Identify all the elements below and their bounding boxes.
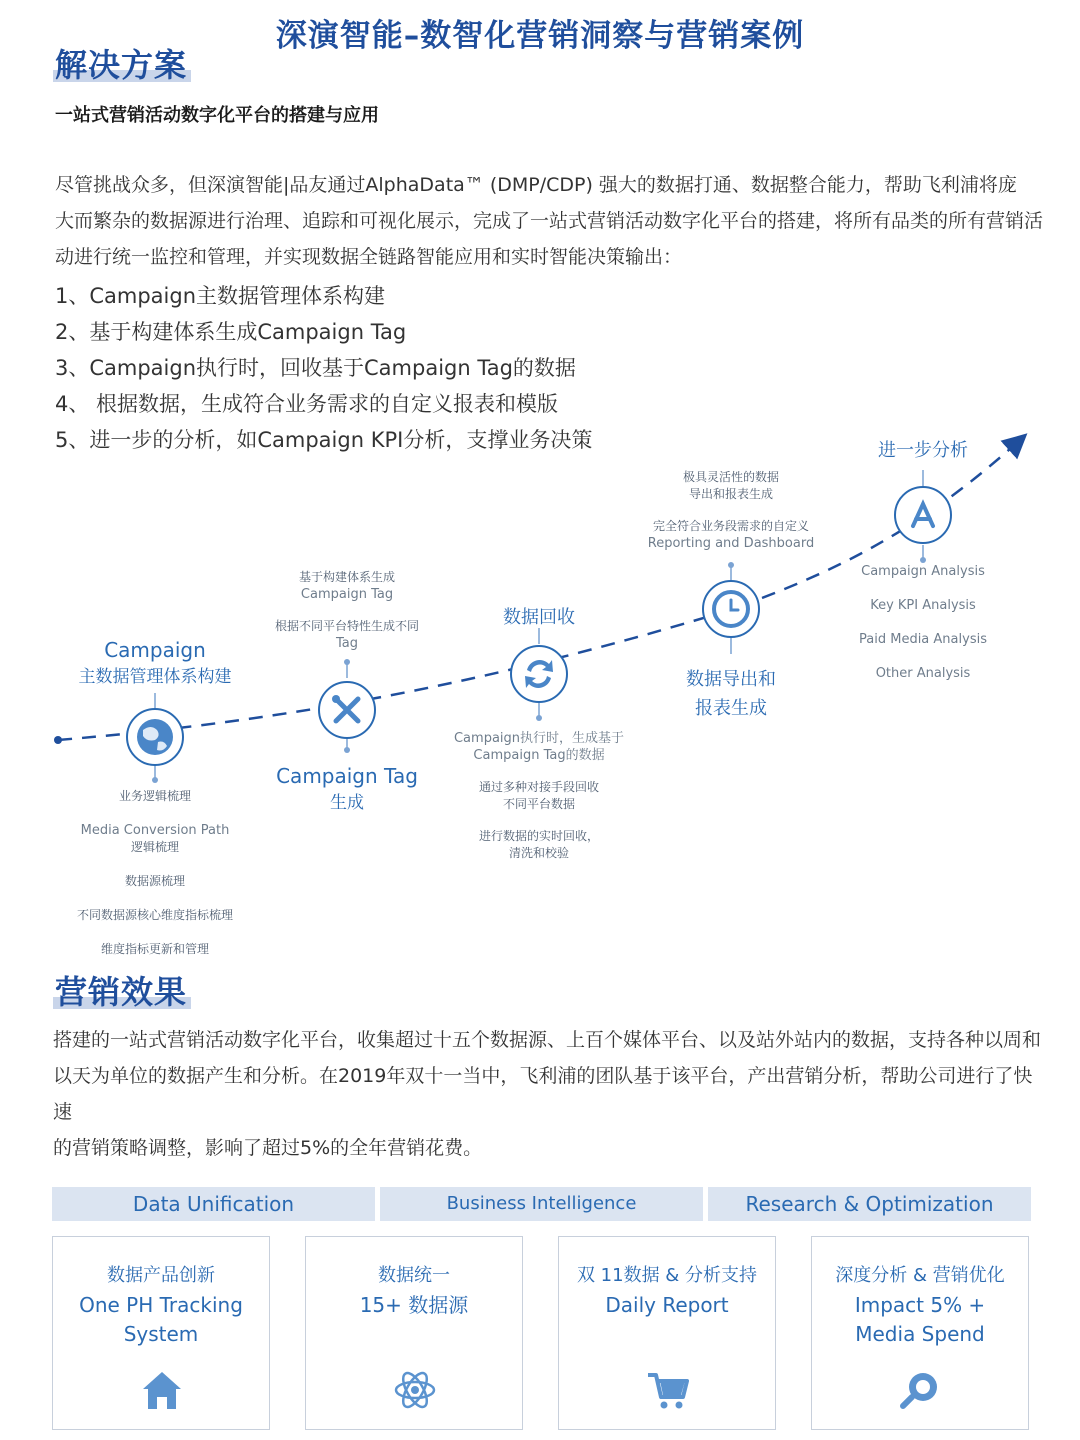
node1-title (55, 637, 255, 691)
paragraph-line: 搭建的一站式营销活动数字化平台，收集超过十五个数据源、上百个媒体平台、以及站外站内的数据，支持各种以周和 (53, 1029, 1042, 1051)
node2-title-line: Campaign Tag (276, 764, 418, 788)
cart-icon (645, 1367, 691, 1413)
step-item: 5、进一步的分析，如Campaign KPI分析，支撑业务决策 (55, 428, 593, 452)
tab-business-intelligence: Business Intelligence (380, 1187, 703, 1221)
node5-notes (843, 563, 1003, 682)
step-item: 3、Campaign执行时，回收基于Campaign Tag的数据 (55, 356, 576, 380)
paragraph-line: 动进行统一监控和管理，并实现数据全链路智能应用和实时智能决策输出： (55, 246, 683, 268)
step-item: 4、 根据数据，生成符合业务需求的自定义报表和模版 (55, 392, 559, 416)
card-value-line: 15+ 数据源 (359, 1293, 469, 1317)
solution-heading: 解决方案 (55, 40, 187, 86)
card-heading: 数据产品创新 (107, 1265, 215, 1286)
page-title: 深演智能–数智化营销洞察与营销案例 (275, 18, 805, 54)
card-heading: 深度分析 & 营销优化 (835, 1265, 1005, 1286)
card-double11 (558, 1236, 776, 1430)
node-note: 逻辑梳理 (130, 840, 179, 854)
globe-icon (127, 709, 183, 765)
solution-paragraph (55, 167, 1045, 275)
card-value (812, 1291, 1028, 1349)
node3-title: 数据回收 (503, 607, 575, 628)
tab-data-unification: Data Unification (52, 1187, 375, 1221)
card-data-unify (305, 1236, 523, 1430)
node1-title-line: 主数据管理体系构建 (78, 667, 232, 687)
card-value (559, 1291, 775, 1320)
node-note: 完全符合业务段需求的自定义 (652, 519, 809, 533)
node-note: Campaign Tag的数据 (473, 748, 605, 763)
card-data-product (52, 1236, 270, 1430)
step-item: 2、基于构建体系生成Campaign Tag (55, 320, 407, 344)
node-note: 不同数据源核心维度指标梳理 (76, 908, 233, 922)
paragraph-line: 尽管挑战众多，但深演智能|品友通过AlphaData™ (DMP/CDP) 强大的数据打通、数据整合能力，帮助飞利浦将庞 (55, 174, 1017, 196)
atom-icon (392, 1367, 438, 1413)
node4-title (641, 665, 821, 723)
effect-paragraph (53, 1022, 1043, 1166)
node-note: 进行数据的实时回收， (478, 829, 599, 843)
node1-notes (55, 788, 255, 958)
node4-title-line: 报表生成 (695, 698, 767, 719)
node-note: 数据源梳理 (124, 874, 185, 888)
magnifier-icon (898, 1367, 944, 1413)
node-note: Tag (335, 636, 358, 651)
node-note: 通过多种对接手段回收 (478, 780, 599, 794)
app-store-icon (895, 487, 951, 543)
card-value-line: Media Spend (855, 1322, 985, 1346)
node-note: Media Conversion Path (80, 823, 230, 838)
node-note: Reporting and Dashboard (647, 536, 815, 551)
node4-notes (631, 469, 831, 552)
node-note: Key KPI Analysis (870, 598, 976, 613)
clock-icon (703, 581, 759, 637)
card-heading: 双 11数据 & 分析支持 (576, 1265, 758, 1286)
node3-notes (439, 730, 639, 862)
node-note: 极具灵活性的数据 (682, 470, 779, 484)
node-note: Campaign Tag (300, 587, 394, 602)
card-value-line: Impact 5% + (854, 1293, 986, 1317)
node-note: 业务逻辑梳理 (118, 789, 191, 803)
effect-heading: 营销效果 (55, 967, 187, 1013)
card-value-line: System (123, 1322, 199, 1346)
node-note: 清洗和校验 (508, 846, 569, 860)
node-note: Campaign Analysis (861, 564, 985, 579)
node-note: 维度指标更新和管理 (100, 942, 209, 956)
paragraph-line: 大而繁杂的数据源进行治理、追踪和可视化展示，完成了一站式营销活动数字化平台的搭建，将所有品类的所有营销活 (55, 210, 1044, 232)
node-note: 不同平台数据 (502, 797, 575, 811)
card-deep-analysis (811, 1236, 1029, 1430)
tab-research-optimization: Research & Optimization (708, 1187, 1031, 1221)
card-value (306, 1291, 522, 1320)
refresh-icon (511, 646, 567, 702)
node-note: 导出和报表生成 (688, 487, 773, 501)
card-heading: 数据统一 (378, 1265, 450, 1286)
node5-title: 进一步分析 (878, 440, 968, 461)
node2-title (247, 763, 447, 817)
solution-subtitle: 一站式营销活动数字化平台的搭建与应用 (55, 105, 379, 126)
card-value (53, 1291, 269, 1349)
step-item: 1、Campaign主数据管理体系构建 (55, 284, 386, 308)
node4-title-line: 数据导出和 (686, 669, 776, 690)
paragraph-line: 以天为单位的数据产生和分析。在2019年双十一当中，飞利浦的团队基于该平台，产出营销分析，帮助公司进行了快速 (53, 1065, 1033, 1123)
node2-title-line: 生成 (330, 793, 364, 813)
node-note: 基于构建体系生成 (298, 570, 395, 584)
node-note: 根据不同平台特性生成不同 (274, 619, 419, 633)
node-note: Other Analysis (875, 666, 971, 681)
card-value-line: One PH Tracking (79, 1293, 243, 1317)
card-value-line: Daily Report (605, 1293, 729, 1317)
node2-notes (257, 569, 437, 652)
tools-icon (319, 682, 375, 738)
node-note: Campaign执行时，生成基于 (453, 731, 625, 746)
home-icon (139, 1367, 185, 1413)
paragraph-line: 的营销策略调整，影响了超过5%的全年营销花费。 (53, 1137, 483, 1159)
node-note: Paid Media Analysis (859, 632, 987, 647)
node1-title-line: Campaign (104, 638, 206, 662)
